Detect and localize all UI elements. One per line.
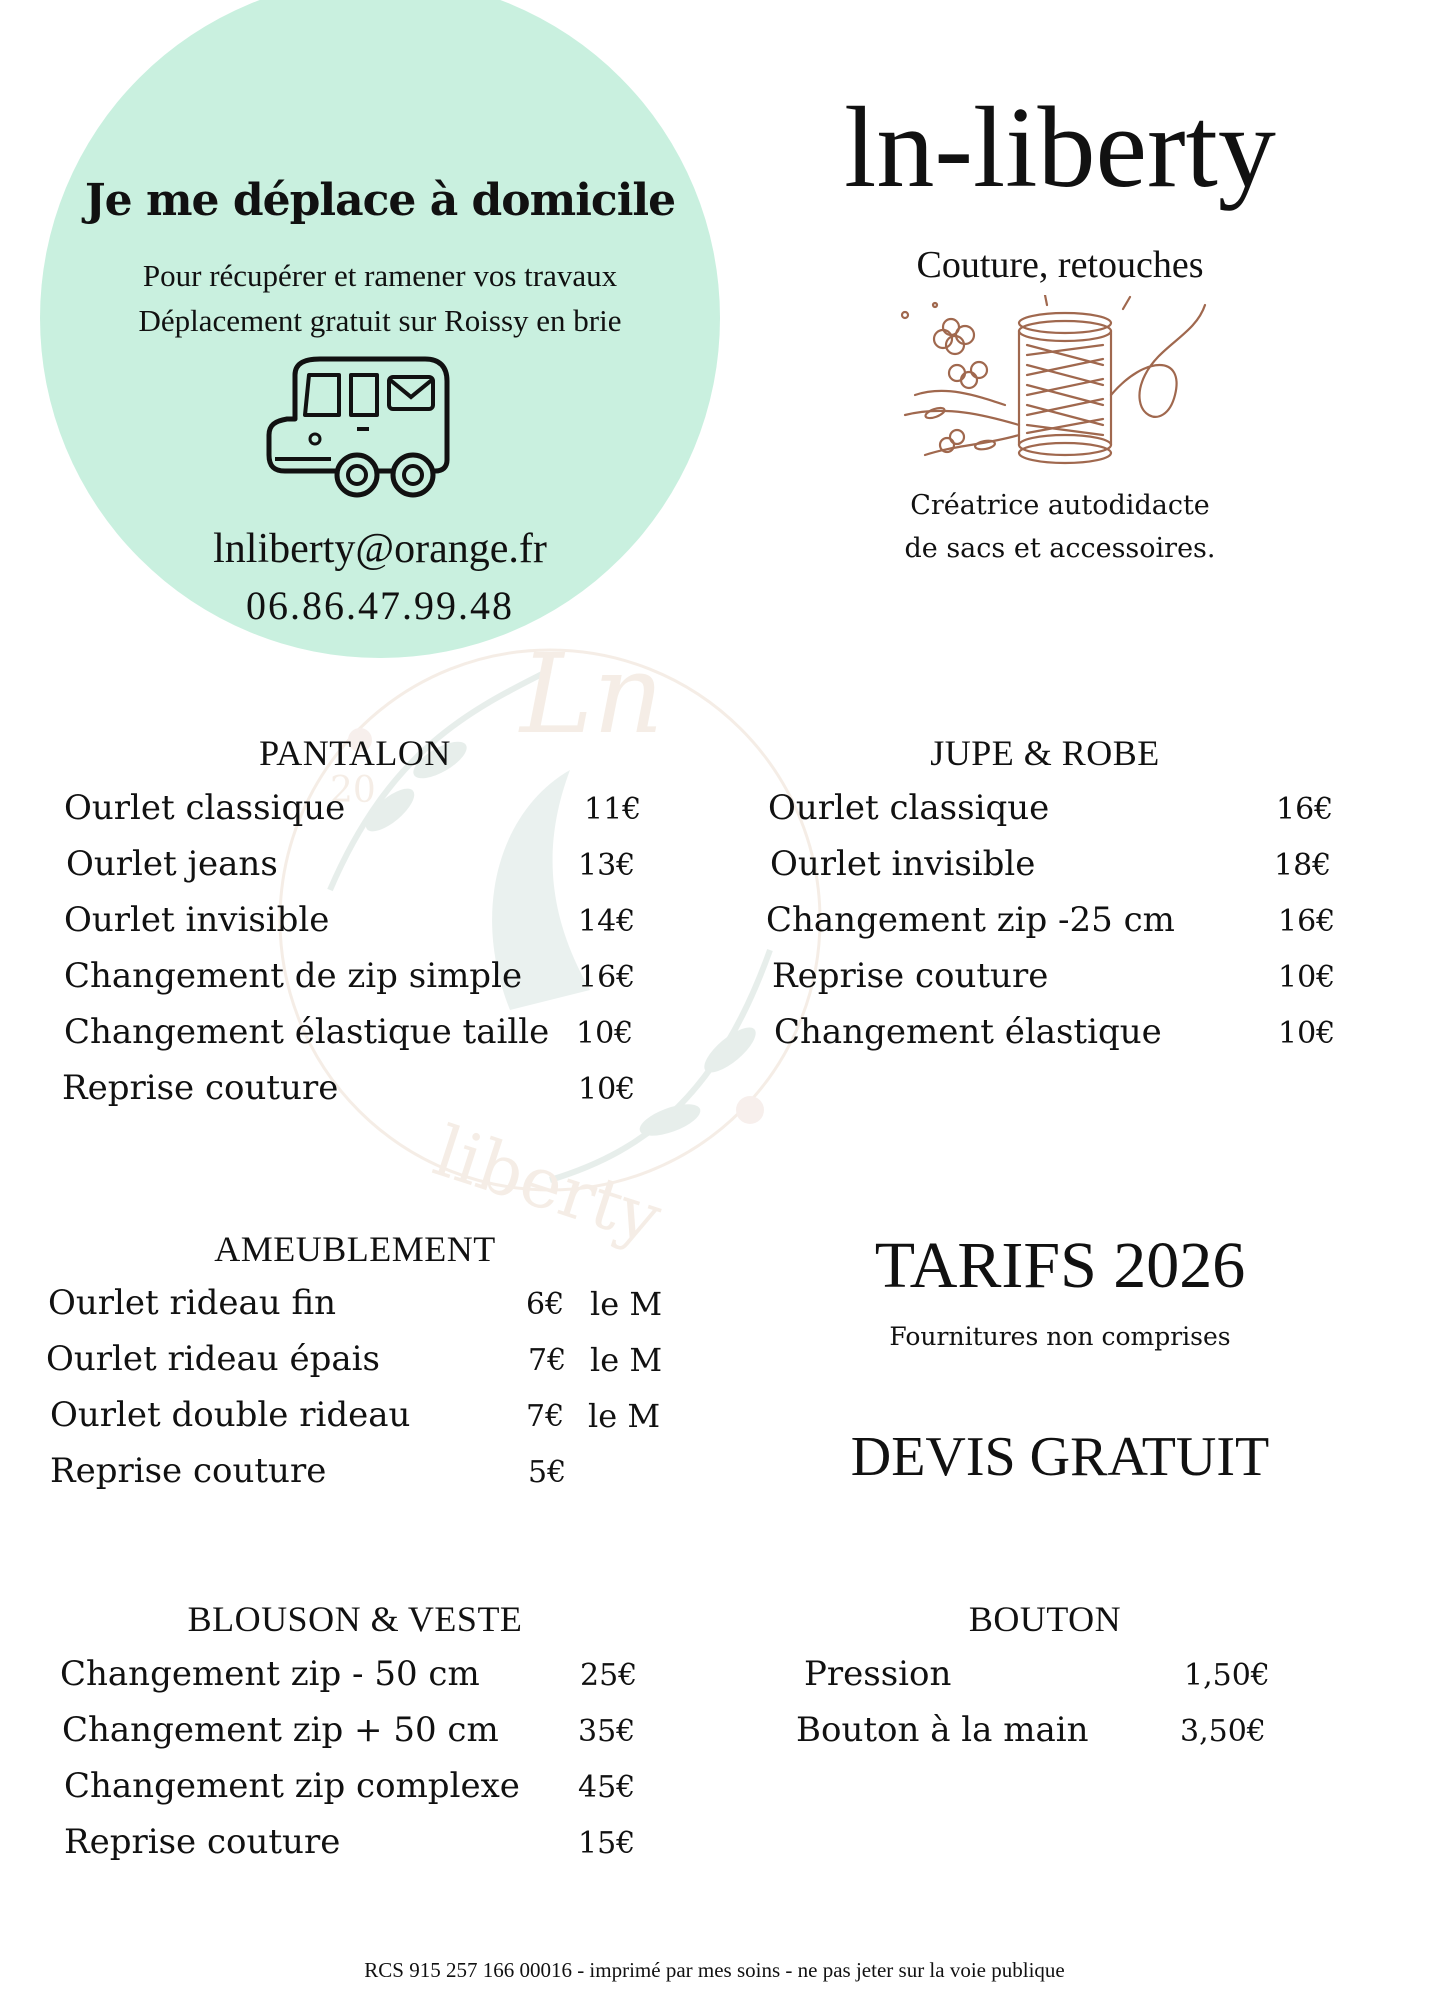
jupe-item-label: Changement élastique [774,1012,1162,1052]
blouson-item-label: Reprise couture [64,1822,341,1862]
section-ameublement-title: AMEUBLEMENT [214,1229,496,1269]
jupe-item-label: Ourlet classique [768,788,1050,828]
bouton-item-price: 3,50€ [1180,1714,1266,1749]
pantalon-item-price: 10€ [578,1072,636,1107]
devis-gratuit: DEVIS GRATUIT [850,1426,1270,1488]
footer-legal: RCS 915 257 166 00016 - imprimé par mes soins - ne pas jeter sur la voie publique [364,1958,1065,1982]
ameublement-item-label: Ourlet rideau épais [46,1339,380,1379]
fournitures-note: Fournitures non comprises [889,1322,1231,1351]
jupe-item-price: 16€ [1276,792,1334,827]
ameublement-item-price: 7€ [528,1343,567,1378]
blouson-item-label: Changement zip complexe [64,1766,520,1806]
pantalon-item-price: 11€ [584,792,642,827]
ameublement-item-unit: le M [590,1285,663,1323]
pantalon-item-label: Changement de zip simple [64,956,523,996]
brand-subtitle: Couture, retouches [916,244,1204,286]
jupe-item-label: Ourlet invisible [770,844,1036,884]
watermark-wreath-icon [270,590,830,1230]
ameublement-item-unit: le M [588,1397,661,1435]
contact-line-1: Pour récupérer et ramener vos travaux [142,258,618,293]
blouson-item-price: 45€ [578,1770,636,1805]
section-bouton-title: BOUTON [968,1599,1122,1639]
ameublement-item-price: 6€ [526,1287,565,1322]
contact-line-2: Déplacement gratuit sur Roissy en brie [138,303,622,338]
jupe-item-price: 18€ [1274,848,1332,883]
tagline-line-1: Créatrice autodidacte [910,490,1210,521]
jupe-item-price: 10€ [1278,960,1336,995]
jupe-item-price: 16€ [1278,904,1336,939]
bouton-item-label: Pression [804,1654,952,1694]
contact-email[interactable]: lnliberty@orange.fr [213,526,547,572]
blouson-item-label: Changement zip - 50 cm [60,1654,480,1694]
pantalon-item-label: Ourlet jeans [66,844,278,884]
blouson-item-price: 35€ [578,1714,636,1749]
pantalon-item-label: Changement élastique taille [64,1012,550,1052]
tagline-line-2: de sacs et accessoires. [904,533,1216,564]
ameublement-item-label: Ourlet rideau fin [48,1283,337,1323]
section-pantalon-title: PANTALON [259,733,451,773]
blouson-item-label: Changement zip + 50 cm [62,1710,499,1750]
brand-name: ln-liberty [844,84,1276,212]
section-jupe-title: JUPE & ROBE [930,733,1160,773]
section-blouson-title: BLOUSON & VESTE [187,1599,523,1639]
pantalon-item-price: 10€ [576,1016,634,1051]
tarifs-title: TARIFS 2026 [874,1229,1246,1302]
pantalon-item-label: Reprise couture [62,1068,339,1108]
ameublement-item-price: 5€ [528,1455,567,1490]
watermark-liberty-text: liberty [424,1110,671,1260]
van-icon [265,355,455,505]
ameublement-item-label: Reprise couture [50,1451,327,1491]
blouson-item-price: 25€ [580,1658,638,1693]
contact-phone[interactable]: 06.86.47.99.48 [246,583,514,628]
thread-spool-icon [895,295,1225,475]
bouton-item-price: 1,50€ [1184,1658,1270,1693]
ameublement-item-unit: le M [590,1341,663,1379]
ameublement-item-label: Ourlet double rideau [50,1395,411,1435]
contact-title: Je me déplace à domicile [84,175,676,226]
jupe-item-label: Reprise couture [772,956,1049,996]
bouton-item-label: Bouton à la main [796,1710,1089,1750]
pantalon-item-label: Ourlet classique [64,788,346,828]
pantalon-item-price: 16€ [578,960,636,995]
pantalon-item-price: 13€ [578,848,636,883]
ameublement-item-price: 7€ [526,1399,565,1434]
jupe-item-label: Changement zip -25 cm [766,900,1175,940]
watermark-year-text: 20 [330,770,376,811]
blouson-item-price: 15€ [578,1826,636,1861]
jupe-item-price: 10€ [1278,1016,1336,1051]
pantalon-item-label: Ourlet invisible [64,900,330,940]
pantalon-item-price: 14€ [578,904,636,939]
watermark-ln-text: Ln [520,630,664,758]
